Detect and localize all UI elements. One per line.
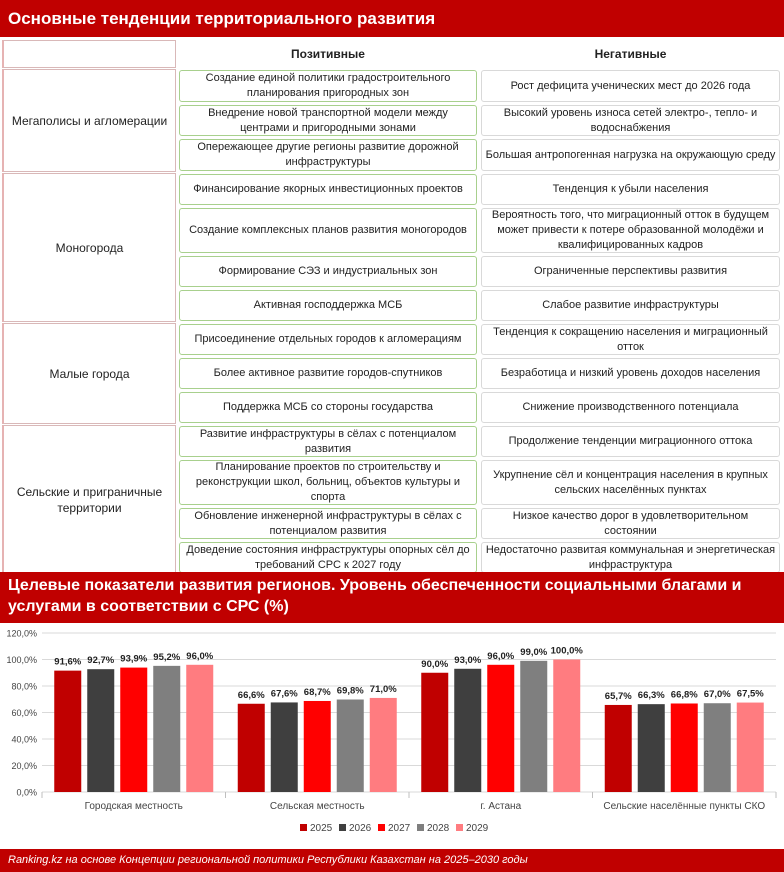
source-footer: Ranking.kz на основе Концепции региональной политики Республики Казахстан на 2025–2030 годы [0, 849, 784, 872]
negative-trend-cell: Низкое качество дорог в удовлетворительном состоянии [481, 508, 780, 539]
y-tick-label: 20,0% [11, 761, 37, 771]
positive-trend-cell: Более активное развитие городов-спутников [179, 358, 477, 389]
x-category-label: Сельские населённые пункты СКО [603, 801, 766, 812]
negative-trend-cell: Высокий уровень износа сетей электро-, тепло- и водоснабжения [481, 105, 780, 136]
bar-value-label: 65,7% [604, 690, 632, 702]
legend-label: 2025 [310, 823, 333, 834]
negative-trend-cell: Ограниченные перспективы развития [481, 256, 780, 287]
bar [186, 665, 213, 792]
y-tick-label: 40,0% [11, 734, 37, 745]
bar-value-label: 92,7% [87, 655, 115, 667]
bar-value-label: 93,9% [120, 653, 148, 665]
bar [737, 703, 764, 792]
x-category-label: Сельская местность [269, 801, 365, 812]
bar [704, 703, 731, 792]
bar-value-label: 66,6% [237, 689, 265, 701]
bar [520, 661, 547, 792]
negative-trend-cell: Тенденция к убыли населения [481, 174, 780, 205]
bar [638, 704, 665, 792]
bar-value-label: 67,0% [703, 689, 731, 701]
bar [87, 669, 114, 792]
positive-trend-cell: Финансирование якорных инвестиционных проектов [179, 174, 477, 205]
negative-trend-cell: Снижение производственного потенциала [481, 392, 780, 423]
negative-trend-cell: Продолжение тенденции миграционного оттока [481, 426, 780, 457]
bar-value-label: 66,3% [637, 690, 665, 702]
legend-swatch [417, 824, 424, 831]
section-title-targets: Целевые показатели развития регионов. Уровень обеспеченности социальными благами и услугами в соответствии с СРС (%) [0, 572, 784, 623]
legend-swatch [378, 824, 385, 831]
x-category-label: Городская местность [84, 801, 183, 812]
bar [238, 704, 265, 792]
bar [454, 669, 481, 792]
y-tick-label: 0,0% [16, 787, 37, 798]
negative-trend-cell: Слабое развитие инфраструктуры [481, 290, 780, 321]
header-negative: Негативные [594, 46, 667, 61]
legend-label: 2026 [349, 823, 372, 834]
bar [337, 700, 364, 792]
category-cell: Моногорода [2, 173, 176, 322]
positive-trend-cell: Развитие инфраструктуры в сёлах с потенциалом развития [179, 426, 477, 457]
legend-swatch [339, 824, 346, 831]
bar [487, 665, 514, 792]
bar-value-label: 71,0% [369, 683, 397, 695]
y-tick-label: 60,0% [11, 708, 37, 718]
legend-label: 2028 [427, 823, 450, 834]
bar-value-label: 95,2% [153, 651, 181, 663]
x-category-label: г. Астана [480, 801, 522, 812]
negative-trend-cell: Укрупнение сёл и концентрация населения в крупных сельских населённых пунктах [481, 460, 780, 505]
legend-label: 2029 [466, 823, 489, 834]
y-tick-label: 100,0% [6, 655, 37, 665]
positive-trend-cell: Обновление инженерной инфраструктуры в сёлах с потенциалом развития [179, 508, 477, 539]
bar-value-label: 68,7% [303, 686, 331, 698]
bar-value-label: 96,0% [487, 650, 515, 662]
positive-trend-cell: Опережающее другие регионы развитие дорожной инфраструктуры [179, 139, 477, 171]
legend-swatch [456, 824, 463, 831]
negative-trend-cell: Тенденция к сокращению населения и миграционный отток [481, 324, 780, 355]
bar-value-label: 99,0% [520, 646, 548, 658]
y-tick-label: 80,0% [11, 681, 37, 692]
bar-value-label: 96,0% [186, 650, 214, 662]
negative-trend-cell: Вероятность того, что миграционный отток в будущем может привести к потере образованной молодёжи и квалифицированных кадров [481, 208, 780, 253]
negative-trend-cell: Рост дефицита ученических мест до 2026 года [481, 70, 780, 102]
bar-value-label: 69,8% [336, 685, 364, 697]
section-title-trends: Основные тенденции территориального развития [0, 0, 784, 37]
positive-trend-cell: Доведение состояния инфраструктуры опорных сёл до требований СРС к 2027 году [179, 542, 477, 573]
positive-trend-cell: Планирование проектов по строительству и реконструкции школ, больниц, объектов культуры и спорта [179, 460, 477, 505]
bar-value-label: 66,8% [670, 689, 698, 701]
positive-trend-cell: Формирование СЭЗ и индустриальных зон [179, 256, 477, 287]
bar [605, 705, 632, 792]
negative-trend-cell: Большая антропогенная нагрузка на окружающую среду [481, 139, 780, 171]
bar [304, 701, 331, 792]
bar-value-label: 93,0% [454, 654, 482, 666]
positive-trend-cell: Активная господдержка МСБ [179, 290, 477, 321]
negative-trend-cell: Недостаточно развитая коммунальная и энергетическая инфраструктура [481, 542, 780, 573]
positive-trend-cell: Создание комплексных планов развития моногородов [179, 208, 477, 253]
bar [421, 673, 448, 792]
bar [153, 666, 180, 792]
bar-value-label: 91,6% [54, 656, 82, 668]
negative-trend-cell: Безработица и низкий уровень доходов населения [481, 358, 780, 389]
bar [553, 660, 580, 793]
legend-label: 2027 [388, 823, 411, 834]
bar [54, 671, 81, 792]
positive-trend-cell: Присоединение отдельных городов к агломерациям [179, 324, 477, 355]
bar-value-label: 100,0% [550, 645, 583, 657]
category-cell: Малые города [2, 323, 176, 424]
bar [370, 698, 397, 792]
bar [671, 703, 698, 792]
category-cell: Сельские и приграничные территории [2, 425, 176, 574]
bar [120, 668, 147, 792]
positive-trend-cell: Создание единой политики градостроительного планирования пригородных зон [179, 70, 477, 102]
category-cell: Мегаполисы и агломерации [2, 69, 176, 172]
bar-value-label: 67,5% [736, 688, 764, 700]
bar-chart [0, 623, 784, 849]
header-positive: Позитивные [291, 46, 365, 61]
positive-trend-cell: Поддержка МСБ со стороны государства [179, 392, 477, 423]
positive-trend-cell: Внедрение новой транспортной модели между центрами и пригородными зонами [179, 105, 477, 136]
header-empty-cell [2, 40, 176, 68]
y-tick-label: 120,0% [6, 628, 37, 639]
bar-value-label: 90,0% [421, 658, 449, 670]
bar-value-label: 67,6% [270, 688, 298, 700]
legend-swatch [300, 824, 307, 831]
bar [271, 702, 298, 792]
